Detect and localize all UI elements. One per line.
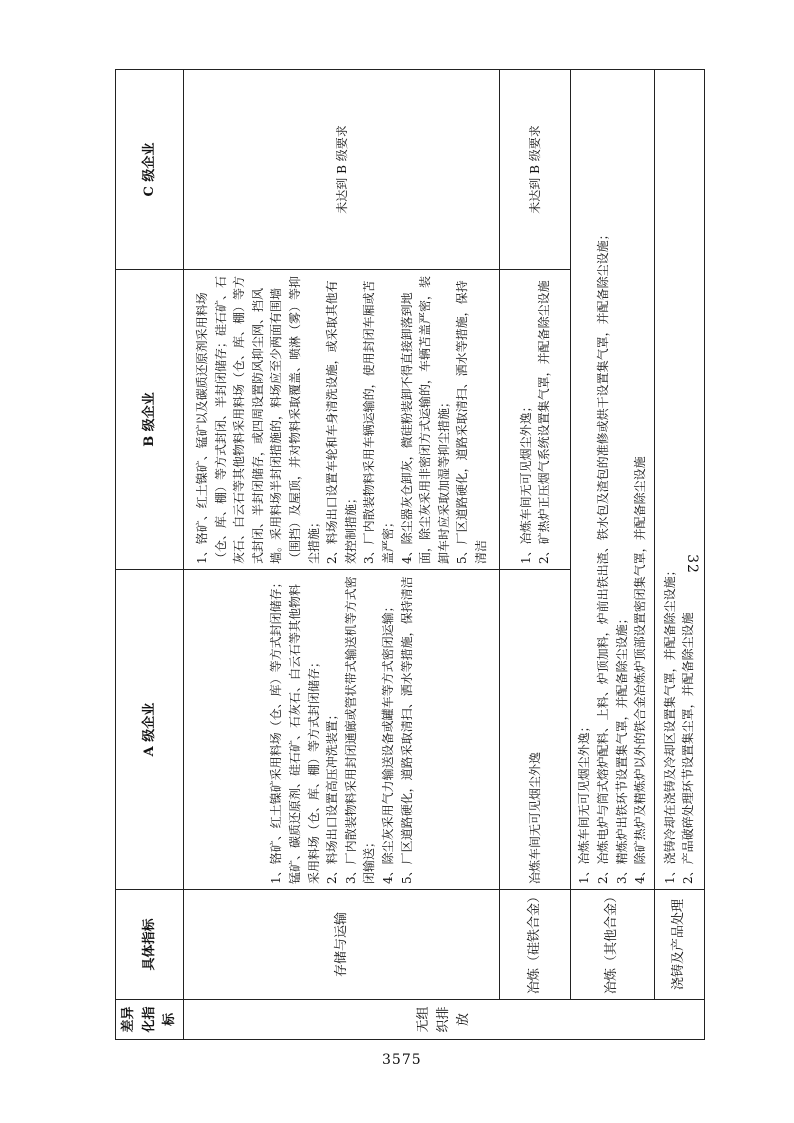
list-item: 4、除尘器灰仓卸灰，微硅粉装卸不得直接卸落到地面，除尘灰采用非密闭方式运输的，车辆苫盖严密，装卸车时应采取加湿等抑尘措施；: [399, 275, 451, 564]
header-grade-c: C 级企业: [116, 70, 184, 270]
smelt-ferrosilicon-grade-a: 冶炼车间无可见烟尘外逸: [500, 570, 571, 890]
casting-requirements: [654, 70, 704, 890]
smelt-other-requirements: [571, 70, 655, 890]
standards-table: [115, 69, 705, 1040]
list-item: 2、产品破碎处理环节设置集尘罩，并配备除尘设施: [681, 612, 696, 884]
header-row: [116, 70, 184, 1040]
document-number: 3575: [382, 1052, 422, 1068]
dimension-cell: 无组织排放: [184, 1000, 705, 1040]
smelt-ferrosilicon-grade-b: [500, 270, 571, 570]
list-item: 5、厂区道路硬化，道路采取清扫、洒水等措施，保持清洁: [455, 280, 488, 564]
rotated-table-container: [115, 70, 705, 1040]
storage-grade-c: 未达到 B 级要求: [184, 70, 500, 270]
list-item: 2、冶炼电炉与筒式熔炉配料、上料、炉顶加料，炉前出铁出渣、铁水包及渣包的准修或烘干设置集气罩，并配备除尘设施；: [595, 228, 610, 884]
list-item: 1、浇铸冷却在浇铸及冷却区设置集气罩，并配备除尘设施；: [662, 564, 677, 884]
table-row: [571, 70, 655, 1040]
list-item: 5、厂区道路硬化，道路采取清扫、洒水等措施，保持清洁: [399, 576, 414, 884]
header-grade-a: A 级企业: [116, 570, 184, 890]
storage-grade-a: [184, 570, 500, 890]
smelt-ferrosilicon-grade-c: 未达到 B 级要求: [500, 70, 571, 270]
list-item: 2、矿热炉正压烟气系统设置集气罩，并配备除尘设施: [537, 280, 552, 564]
header-indicator: 具体指标: [116, 890, 184, 1000]
list-item: 4、除矿热炉及精炼炉以外的铁合金冶炼炉顶部设置密闭集气罩，并配备除尘设施: [633, 456, 648, 884]
indicator-casting: 浇铸及产品处理: [654, 890, 704, 1000]
indicator-smelt-ferrosilicon: 冶炼（硅铁合金）: [500, 890, 571, 1000]
list-item: 1、冶炼车间无可见烟尘外逸；: [518, 400, 533, 564]
indicator-smelt-other: 冶炼（其他合金）: [571, 890, 655, 1000]
table-row: [500, 70, 571, 1040]
header-grade-b: B 级企业: [116, 270, 184, 570]
table-row: [184, 70, 500, 1040]
list-item: 1、铬矿、红土镍矿、锰矿以及碳质还原剂采用料场（仓、库、棚）等方式封闭、半封闭储存；硅石矿、石灰石、白云石等其他物料采用料场（仓、库、棚）等方式封闭、半封闭储存，或四周设置防风抑尘网、挡风墙。采用料场半封闭措施的，料场应至少两面有围墙（围挡）及屋顶，并对物料采取覆盖、喷淋（雾）等抑尘措施；: [195, 275, 321, 564]
header-dimension: 差异化指标: [116, 1000, 184, 1040]
page-number: 32: [683, 554, 700, 574]
list-item: 3、厂内散装物料采用车辆运输的，使用封闭车厢或苫盖严密；: [362, 280, 395, 564]
list-item: 1、铬矿、红土镍矿采用料场（仓、库）等方式封闭储存；锰矿、碳质还原剂、硅石矿、石灰石、白云石等其他物料采用料场（仓、库、棚）等方式封闭储存；: [269, 576, 321, 884]
list-item: 2、料场出口设置车轮和车身清洗设施，或采取其他有效控制措施；: [325, 280, 358, 564]
list-item: 2、料场出口设置高压冲洗装置；: [325, 708, 340, 884]
table-row: [654, 70, 704, 1040]
list-item: 3、厂内散装物料采用封闭通廊或管状带式输送机等方式密闭输送；: [343, 576, 377, 884]
storage-grade-b: [184, 270, 500, 570]
list-item: 4、除尘灰采用气力输送设备或罐车等方式密闭运输；: [380, 600, 395, 884]
indicator-storage: 存储与运输: [184, 890, 500, 1000]
list-item: 3、精炼炉出铁环节设置集气罩，并配备除尘设施；: [614, 612, 629, 884]
list-item: 1、冶炼车间无可见烟尘外逸；: [577, 720, 592, 884]
